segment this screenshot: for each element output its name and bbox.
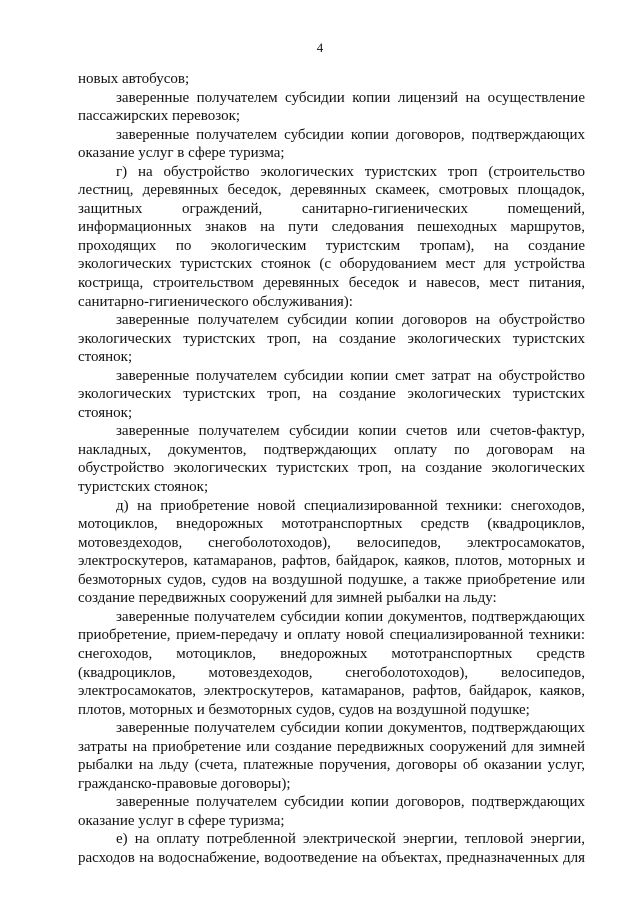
paragraph: г) на обустройство экологических туристских троп (строительство лестниц, деревянных беседок, деревянных скамеек, смотровых площадок, защитных ограждений, санитарно-гигиенических помещений, информационных знаков на пути следования пешеходных маршрутов, проходящих по экологическим туристским тропам), на создание экологических туристских стоянок (с оборудованием мест для устройства кострища, строительством деревянных беседок и навесов, мест питания, санитарно-гигиенического обслуживания): <box>78 163 585 310</box>
paragraph: е) на оплату потребленной электрической энергии, тепловой энергии, расходов на водоснабжение, водоотведение на объектах, предназначенных для <box>78 831 585 866</box>
paragraph: заверенные получателем субсидии копии договоров, подтверждающих оказание услуг в сфере туризма; <box>78 794 585 829</box>
paragraph: заверенные получателем субсидии копии документов, подтверждающих приобретение, прием-передачу и оплату новой специализированной техники: снегоходов, мотоциклов, внедорожных мототранспортных средств (квадроциклов, мотовездеходов, снегоболотоходов), велосипедов, электросамокатов, электроскутеров, катамаранов, рафтов, байдарок, каяков, плотов, моторных и безмоторных судов, судов на воздушной подушке; <box>78 608 585 718</box>
paragraph: заверенные получателем субсидии копии договоров на обустройство экологических туристских троп, на создание экологических туристских стоянок; <box>78 312 585 366</box>
document-body <box>78 70 585 868</box>
paragraph: д) на приобретение новой специализированной техники: снегоходов, мотоциклов, внедорожных мототранспортных средств (квадроциклов, мотовездеходов, снегоболотоходов), велосипедов, электросамокатов, электроскутеров, катамаранов, рафтов, байдарок, каяков, плотов, моторных и безмоторных судов, судов на воздушной подушке, а также приобретение или создание передвижных сооружений для зимней рыбалки на льду: <box>78 497 585 607</box>
paragraph: заверенные получателем субсидии копии счетов или счетов-фактур, накладных, документов, подтверждающих оплату по договорам на обустройство экологических туристских троп, на создание экологических туристских стоянок; <box>78 423 585 496</box>
page-number: 4 <box>316 40 324 55</box>
paragraph: заверенные получателем субсидии копии смет затрат на обустройство экологических туристских троп, на создание экологических туристских стоянок; <box>78 367 585 421</box>
paragraph: заверенные получателем субсидии копии договоров, подтверждающих оказание услуг в сфере туризма; <box>78 126 585 162</box>
paragraph: новых автобусов; <box>78 71 190 87</box>
paragraph: заверенные получателем субсидии копии документов, подтверждающих затраты на приобретение или создание передвижных сооружений для зимней рыбалки на льду (счета, платежные поручения, договоры об оказании услуг, гражданско-правовые договоры); <box>78 720 585 792</box>
paragraph: заверенные получателем субсидии копии лицензий на осуществление пассажирских перевозок; <box>78 89 585 125</box>
